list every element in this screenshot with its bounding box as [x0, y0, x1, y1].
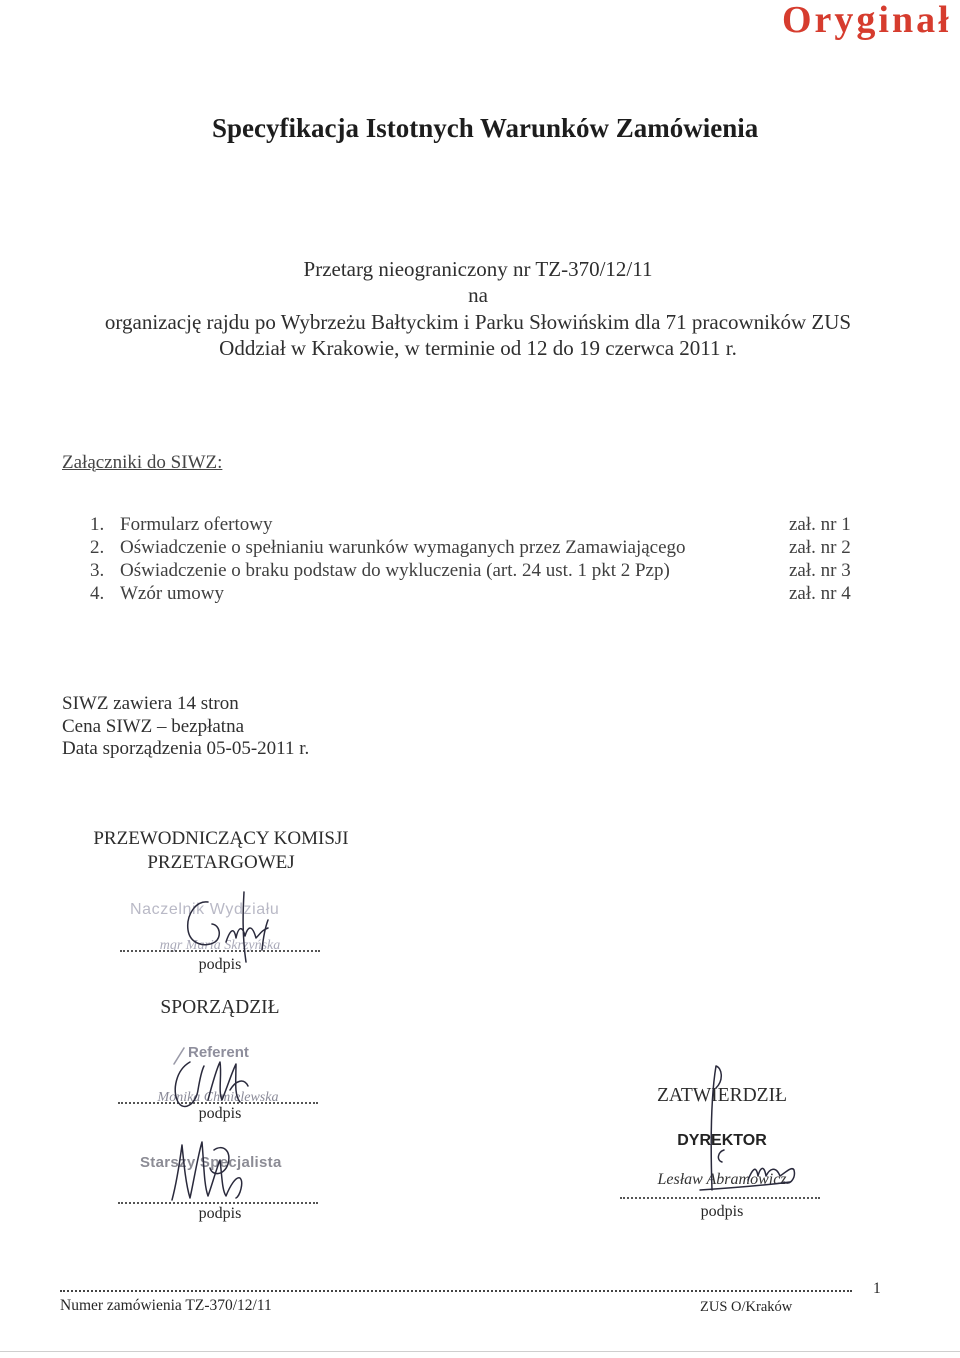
attachment-number: 3.	[90, 560, 105, 581]
attachment-label: Oświadczenie o braku podstaw do wykluczenia (art. 24 ust. 1 pkt 2 Pzp)	[120, 560, 670, 581]
attachment-number: 2.	[90, 537, 105, 558]
attachment-ref: zał. nr 1	[789, 514, 851, 535]
attachment-number: 4.	[90, 583, 105, 604]
document-info	[62, 693, 309, 761]
tender-subject	[40, 256, 916, 362]
price-note: Cena SIWZ – bezpłatna	[62, 715, 245, 737]
footer-rule	[60, 1290, 852, 1292]
chairman-name-stamp: mgr Maria Skrzyńska	[159, 938, 281, 953]
director-signature-caption: podpis	[700, 1202, 744, 1220]
chairman-stamp: Naczelnik Wydziału	[130, 901, 280, 918]
attachment-label: Formularz ofertowy	[120, 514, 273, 535]
attachment-label: Oświadczenie o spełnianiu warunków wymaganych przez Zamawiającego	[120, 537, 686, 558]
office-name: ZUS O/Kraków	[700, 1298, 793, 1315]
attachment-label: Wzór umowy	[120, 583, 224, 604]
attachment-ref: zał. nr 3	[789, 560, 851, 581]
scan-edge	[0, 1351, 960, 1352]
page-count: SIWZ zawiera 14 stron	[62, 693, 239, 715]
subject-line: Przetarg nieograniczony nr TZ-370/12/11	[303, 256, 653, 281]
subject-line: Oddział w Krakowie, w terminie od 12 do 19 czerwca 2011 r.	[219, 336, 737, 361]
chairman-title-line: PRZEWODNICZĄCY KOMISJI	[93, 827, 349, 849]
referent-stamp-slash	[174, 1048, 184, 1064]
document-title: Specyfikacja Istotnych Warunków Zamówienia	[212, 113, 759, 143]
director-signature-line	[620, 1197, 820, 1199]
attachments-list	[0, 513, 960, 605]
chairman-title-line: PRZETARGOWEJ	[147, 851, 295, 873]
attachment-item	[0, 559, 960, 582]
senior-specialist-signature-caption: podpis	[198, 1204, 242, 1222]
director-stamp: DYREKTOR	[677, 1132, 767, 1149]
referent-name-stamp: Monika Chmielewska	[157, 1090, 279, 1105]
chairman-signature-line	[120, 950, 320, 952]
page-number: 1	[873, 1280, 881, 1297]
approved-by-title: ZATWIERDZIŁ	[657, 1084, 787, 1106]
senior-specialist-stamp: Starszy Specjalista	[140, 1154, 282, 1171]
attachments-heading: Załączniki do SIWZ:	[62, 451, 223, 473]
prepared-by-title: SPORZĄDZIŁ	[160, 996, 280, 1018]
referent-stamp: Referent	[188, 1044, 249, 1061]
director-name-stamp: Lesław Abramowicz	[657, 1171, 787, 1188]
attachment-ref: zał. nr 4	[789, 583, 851, 604]
creation-date: Data sporządzenia 05-05-2011 r.	[62, 738, 310, 760]
attachment-number: 1.	[90, 514, 105, 535]
attachment-item	[0, 582, 960, 605]
attachment-item	[0, 536, 960, 559]
chairman-signature-caption: podpis	[198, 955, 242, 973]
referent-signature-caption: podpis	[198, 1104, 242, 1122]
order-number: Numer zamówienia TZ-370/12/11	[60, 1297, 272, 1314]
subject-line: organizację rajdu po Wybrzeżu Bałtyckim i Parku Słowińskim dla 71 pracowników ZUS	[104, 309, 852, 334]
attachment-item	[0, 513, 960, 536]
attachment-ref: zał. nr 2	[789, 537, 851, 558]
original-stamp: Oryginał	[782, 0, 952, 41]
chairman-title	[60, 827, 382, 875]
subject-line: na	[468, 283, 488, 308]
